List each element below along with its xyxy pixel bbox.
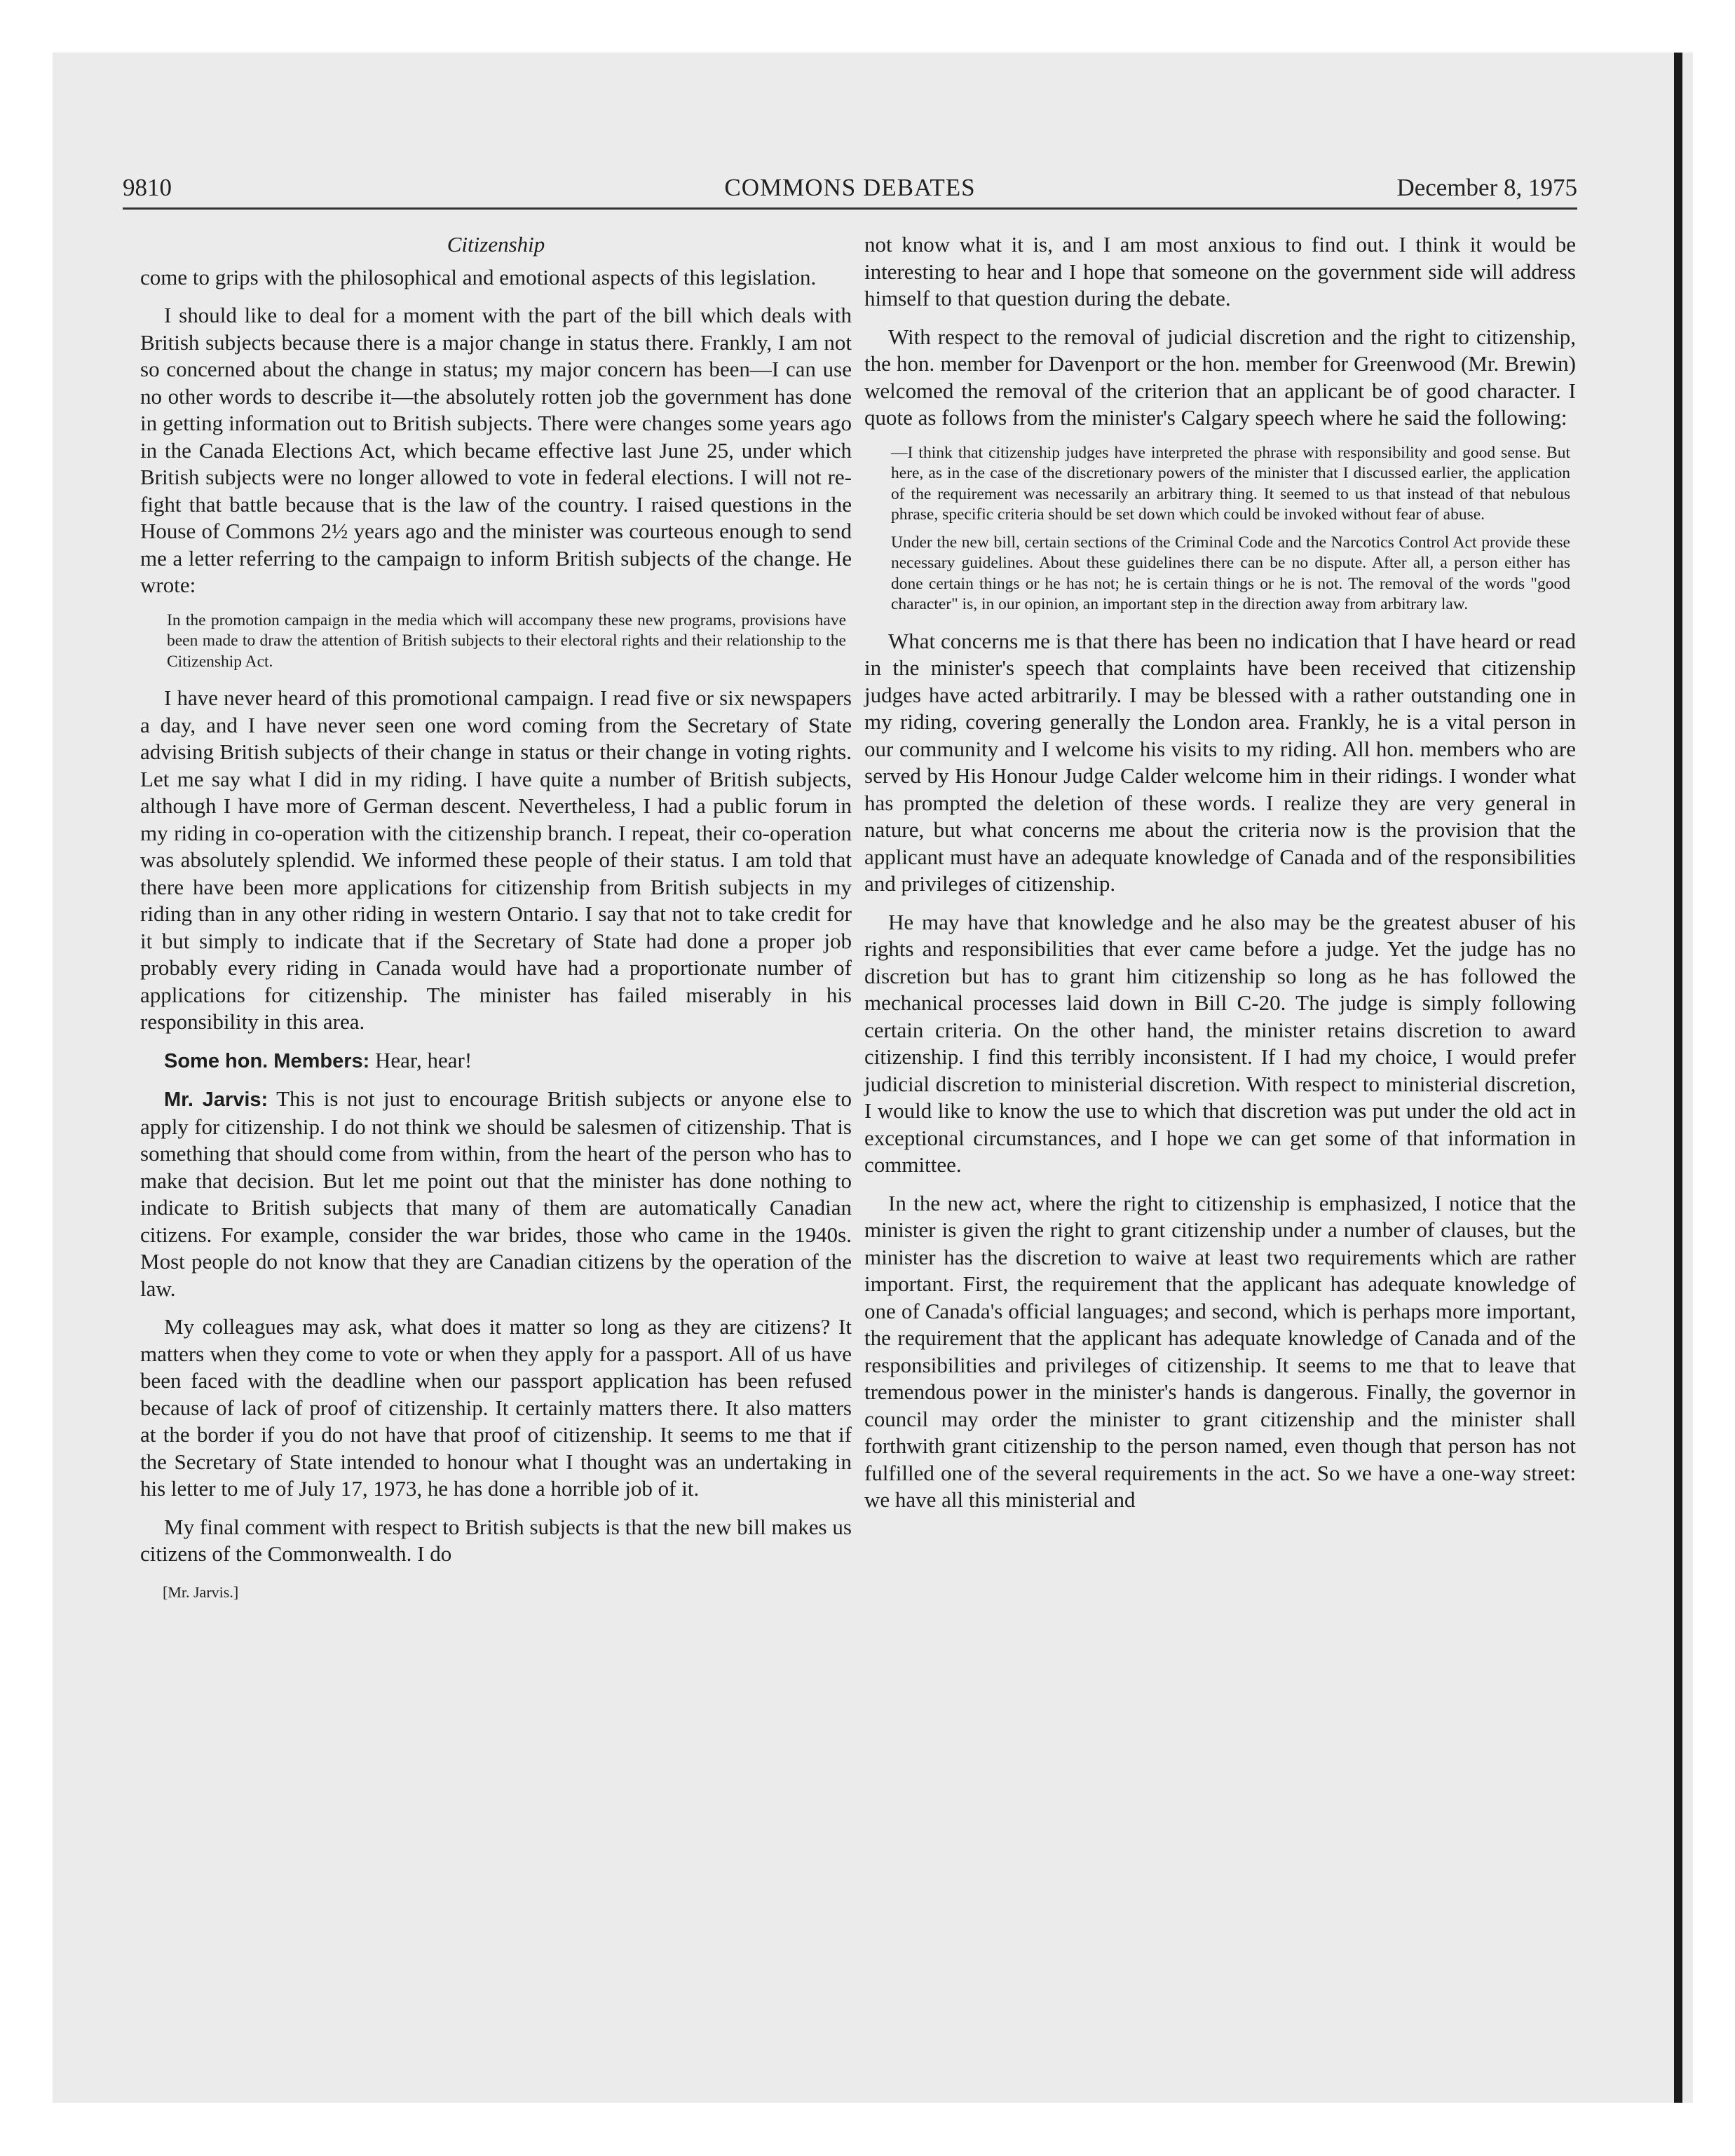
section-title: Citizenship: [447, 232, 545, 257]
header-rule: [123, 207, 1577, 210]
block-quote: —I think that citizenship judges have interpreted the phrase with responsibility and good sense. But here, as in the case of the discretionary powers of the minister that I discussed earlier, the application of the requirement was necessarily an arbitrary thing. It seemed to us that instead of that nebulous phrase, specific criteria should be set down which could be invoked without fear of abuse.: [891, 443, 1570, 524]
paragraph: He may have that knowledge and he also may be the greatest abuser of his rights and responsibilities that ever came before a judge. Yet the judge has no discretion but has to grant him citizenship so long as he has followed the mechanical processes laid down in Bill C-20. The judge is simply following certain criteria. On the other hand, the minister retains discretion to award citizenship. I find this terribly inconsistent. If I had my choice, I would prefer judicial discretion to ministerial discretion. With respect to ministerial discretion, I would like to know the use to which that discretion was put under the old act in exceptional circumstances, and I hope we can get some of that information in committee.: [864, 909, 1576, 1177]
speech-mr-jarvis: [140, 1086, 852, 1302]
journal-title: COMMONS DEBATES: [724, 174, 976, 201]
paragraph: My colleagues may ask, what does it matter so long as they are citizens? It matters when they come to vote or when they apply for a passport. All of us have been faced with the deadline when our passport application has been refused because of lack of proof of citizenship. It certainly matters there. It also matters at the border if you do not have that proof of citizenship. It seems to me that if the Secretary of State intended to honour what I thought was an undertaking in his letter to me of July 17, 1973, he has done a horrible job of it.: [140, 1314, 852, 1501]
right-column: [864, 231, 1576, 1525]
paragraph: come to grips with the philosophical and emotional aspects of this legislation.: [140, 264, 817, 289]
left-column: [140, 231, 852, 1606]
paragraph: What concerns me is that there has been no indication that I have heard or read in the minister's speech that complaints have been received that citizenship judges have acted arbitrarily. I may be blessed with a rather outstanding one in my riding, covering generally the London area. Frankly, he is a vital person in our community and I welcome his visits to my riding. All hon. members who are served by His Honour Judge Calder welcome him in their ridings. I wonder what has prompted the deletion of these words. I realize they are very general in nature, but what concerns me about the criteria now is the provision that the applicant must have an adequate knowledge of Canada and of the responsibilities and privileges of citizenship.: [864, 628, 1576, 896]
paragraph: With respect to the removal of judicial discretion and the right to citizenship, the hon. member for Davenport or the hon. member for Greenwood (Mr. Brewin) welcomed the removal of the criterion that an applicant be of good character. I quote as follows from the minister's Calgary speech where he said the following:: [864, 324, 1576, 430]
scan-edge-shadow: [1674, 53, 1682, 2103]
page-header: [123, 174, 1577, 210]
paragraph: I have never heard of this promotional campaign. I read five or six newspapers a day, and I have never seen one word coming from the Secretary of State advising British subjects of their change in status or their change in voting rights. Let me say what I did in my riding. I have quite a number of British subjects, although I have more of German descent. Nevertheless, I had a public forum in my riding in co-operation with the citizenship branch. I repeat, their co-operation was absolutely splendid. We informed these people of their status. I am told that there have been more applications for citizenship from British subjects in my riding than in any other riding in western Ontario. I say that not to take credit for it but simply to indicate that if the Secretary of State had done a proper job probably every riding in Canada would have had a proportionate number of applications for citizenship. The minister has failed miserably in his responsibility in this area.: [140, 685, 852, 1034]
page-number: 9810: [123, 174, 172, 201]
speech-text: Hear, hear!: [369, 1047, 472, 1072]
speech-hon-members: [140, 1047, 852, 1075]
block-quote: Under the new bill, certain sections of the Criminal Code and the Narcotics Control Act provide these necessary guidelines. About these guidelines there can be no dispute. After all, a person either has done certain things or he has not; he is certain things or he is not. The removal of the words "good character" is, in our opinion, an important step in the direction away from arbitrary law.: [891, 533, 1570, 613]
speaker-name: Some hon. Members:: [164, 1049, 370, 1072]
block-quote: In the promotion campaign in the media which will accompany these new programs, provisions have been made to draw the attention of British subjects to their electoral rights and their relationship to the Citizenship Act.: [167, 610, 846, 671]
speech-text: This is not just to encourage British subjects or anyone else to apply for citizenship. I do not think we should be salesmen of citizenship. That is something that should come from within, from the heart of the person who has to make that decision. But let me point out that the minister has done nothing to indicate to British subjects that many of them are automatically Canadian citizens. For example, consider the war brides, those who came in the 1940s. Most people do not know that they are Canadian citizens by the operation of the law.: [140, 1086, 852, 1301]
speaker-name: Mr. Jarvis:: [164, 1089, 268, 1111]
page-date: December 8, 1975: [1396, 174, 1577, 201]
paragraph: My final comment with respect to British subjects is that the new bill makes us citizens of the Commonwealth. I do: [140, 1514, 852, 1566]
paragraph: I should like to deal for a moment with the part of the bill which deals with British subjects because there is a major change in status there. Frankly, I am not so concerned about the change in status; my major concern has been—I can use no other words to describe it—the absolutely rotten job the government has done in getting information out to British subjects. There were changes some years ago in the Canada Elections Act, which became effective last June 25, under which British subjects were no longer allowed to vote in federal elections. I will not re-fight that battle because that is the law of the country. I raised questions in the House of Commons 2½ years ago and the minister was courteous enough to send me a letter referring to the campaign to inform British subjects of the change. He wrote:: [140, 303, 852, 597]
paragraph: not know what it is, and I am most anxious to find out. I think it would be interesting to hear and I hope that someone on the government side will address himself to that question during the debate.: [864, 232, 1576, 311]
paragraph: In the new act, where the right to citizenship is emphasized, I notice that the minister is given the right to grant citizenship under a number of clauses, but the minister has the discretion to waive at least two requirements which are rather important. First, the requirement that the applicant has adequate knowledge of one of Canada's official languages; and second, which is perhaps more important, the requirement that the applicant has adequate knowledge of Canada and of the responsibilities and privileges of citizenship. It seems to me that to leave that tremendous power in the minister's hands is dangerous. Finally, the governor in council may order the minister to grant citizenship and the minister shall forthwith grant citizenship to the person named, even though that person has not fulfilled one of the several requirements in the act. So we have a one-way street: we have all this ministerial and: [864, 1190, 1576, 1512]
speaker-attribution: [Mr. Jarvis.]: [163, 1583, 239, 1601]
